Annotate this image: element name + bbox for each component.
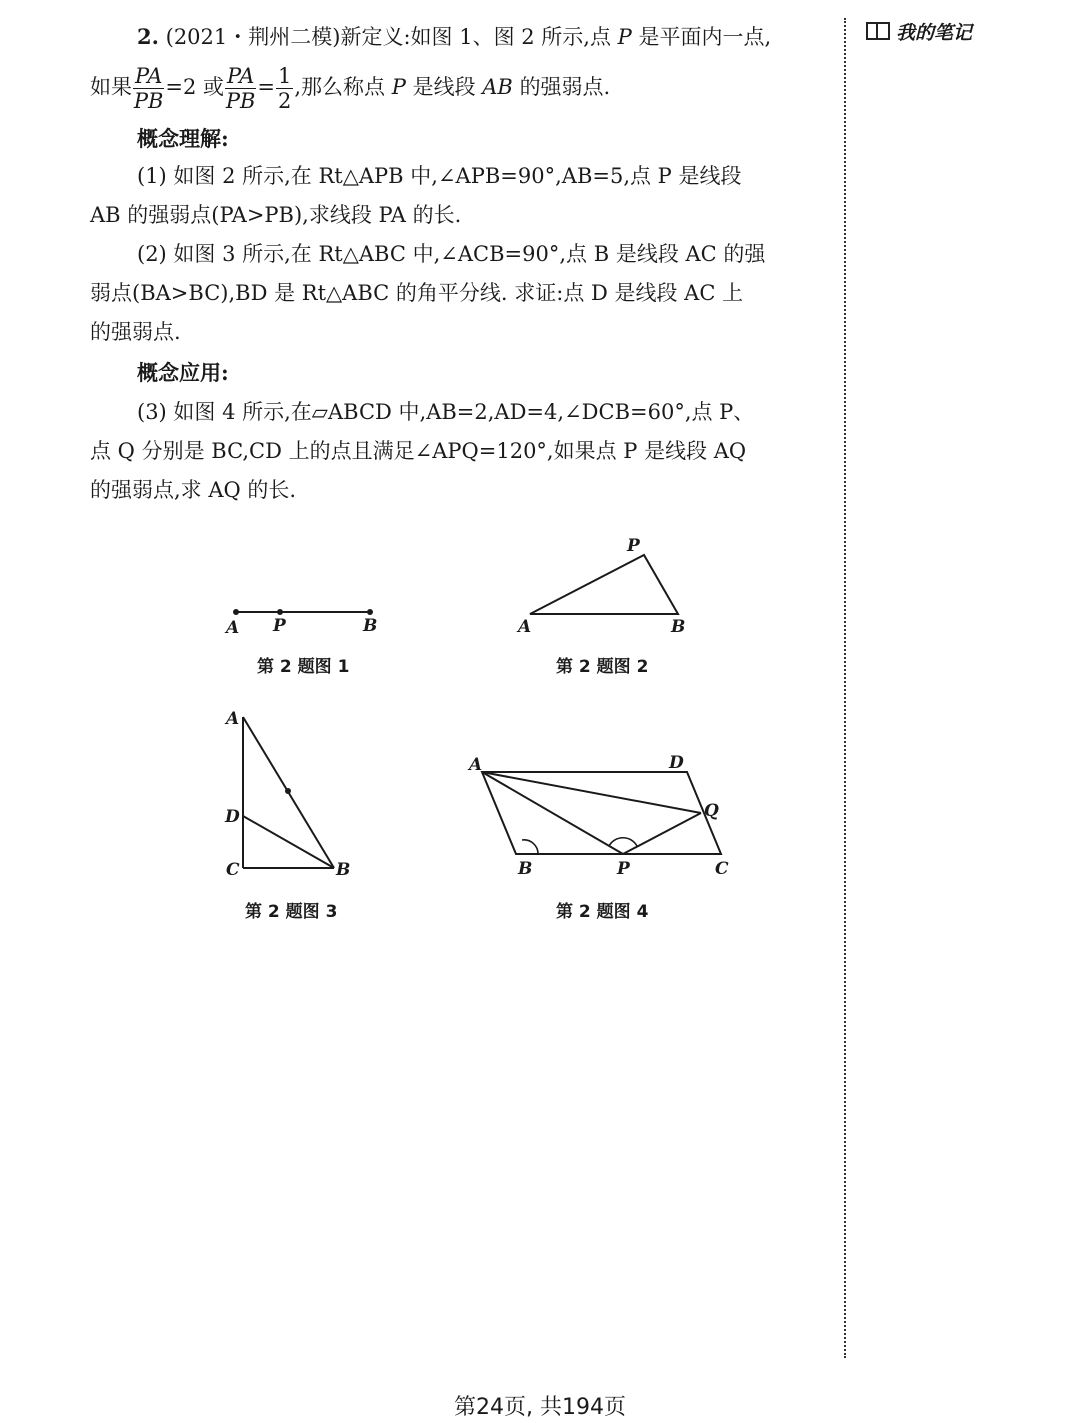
segment-ab: AB — [482, 75, 513, 99]
question-3-line-3: 的强弱点,求 AQ 的长. — [90, 478, 297, 502]
fig3-label-a: A — [226, 709, 240, 729]
question-1-line-1: (1) 如图 2 所示,在 Rt△APB 中,∠APB=90°,AB=5,点 P 是线段 — [137, 164, 742, 188]
fig4-label-b: B — [518, 859, 533, 879]
point-p: P — [617, 25, 632, 49]
fraction-denominator: PB — [133, 89, 164, 113]
fig2-label-a: A — [518, 617, 532, 637]
then-text-2: 是线段 — [412, 75, 476, 99]
fig2-label-p: P — [627, 536, 640, 556]
figure-1-diagram — [220, 600, 400, 640]
notes-label: 我的笔记 — [896, 22, 973, 44]
question-3-line-1: (3) 如图 4 所示,在▱ABCD 中,AB=2,AD=4,∠DCB=60°,点 P、 — [137, 400, 755, 424]
figure-3-caption: 第 2 题图 3 — [245, 902, 338, 922]
fraction-numerator: PA — [135, 64, 163, 88]
notes-header — [866, 18, 972, 45]
fig4-label-p: P — [617, 859, 630, 879]
fig4-label-q: Q — [704, 801, 719, 821]
fig4-label-c: C — [715, 859, 729, 879]
fig3-label-b: B — [336, 860, 351, 880]
definition-line — [90, 62, 610, 113]
fig3-label-c: C — [226, 860, 240, 880]
section-concept-application: 概念应用: — [137, 360, 229, 385]
problem-source: (2021・荆州二模) — [165, 25, 341, 49]
fraction-denominator: PB — [225, 89, 256, 113]
figure-1-caption: 第 2 题图 1 — [257, 657, 350, 677]
figure-3-diagram — [220, 705, 360, 885]
then-text: ,那么称点 — [294, 75, 386, 99]
fraction-numerator: PA — [227, 64, 255, 88]
question-2-line-2: 弱点(BA>BC),BD 是 Rt△ABC 的角平分线. 求证:点 D 是线段 AC 上 — [90, 281, 744, 305]
fraction-numerator: 1 — [278, 64, 292, 88]
book-icon — [866, 22, 890, 40]
point-p: P — [391, 75, 406, 99]
fig4-label-d: D — [669, 753, 684, 773]
question-2-line-3: 的强弱点. — [90, 320, 181, 344]
if-text: 如果 — [90, 75, 132, 99]
fraction-pa-pb-2 — [225, 64, 256, 113]
fraction-denominator: 2 — [278, 89, 292, 113]
question-1-line-2: AB 的强弱点(PA>PB),求线段 PA 的长. — [90, 203, 462, 227]
question-2-line-1: (2) 如图 3 所示,在 Rt△ABC 中,∠ACB=90°,点 B 是线段 AC 的强 — [137, 242, 766, 266]
fig1-label-b: B — [363, 616, 378, 636]
figure-2-caption: 第 2 题图 2 — [556, 657, 649, 677]
equals-two: =2 或 — [165, 75, 225, 99]
problem-intro-1: 新定义:如图 1、图 2 所示,点 — [340, 25, 611, 49]
fig1-label-a: A — [226, 618, 240, 638]
problem-number: 2. — [137, 24, 159, 49]
page-footer: 第24页, 共194页 — [454, 1395, 626, 1420]
problem-intro-2: 是平面内一点, — [638, 25, 772, 49]
problem-intro-line — [137, 22, 771, 52]
fig1-label-p: P — [273, 616, 286, 636]
question-3-line-2: 点 Q 分别是 BC,CD 上的点且满足∠APQ=120°,如果点 P 是线段 AQ — [90, 439, 747, 463]
fig2-label-b: B — [671, 617, 686, 637]
notes-divider — [844, 18, 846, 1358]
figure-4-caption: 第 2 题图 4 — [556, 902, 649, 922]
equals-sign: = — [257, 75, 275, 99]
fig4-label-a: A — [469, 755, 483, 775]
section-concept-understanding: 概念理解: — [137, 126, 229, 151]
figure-2-diagram — [510, 535, 700, 635]
fraction-pa-pb-1 — [133, 64, 164, 113]
fig3-label-d: D — [225, 807, 240, 827]
then-text-3: 的强弱点. — [519, 75, 611, 99]
fraction-one-half — [276, 64, 293, 113]
figure-4-diagram — [465, 750, 745, 880]
